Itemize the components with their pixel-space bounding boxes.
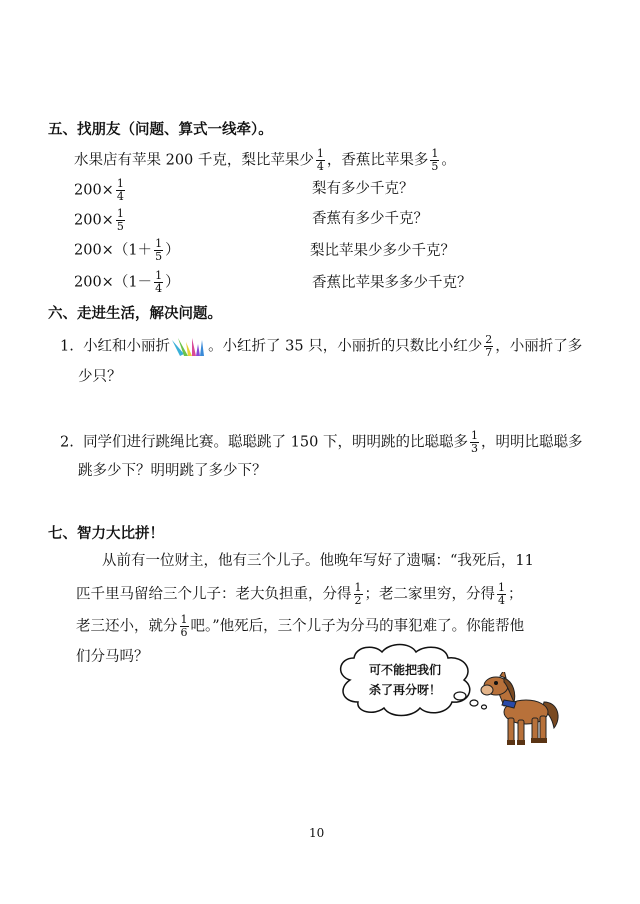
question-2: 香蕉有多少千克？ [312,211,428,227]
expression-2: 200× $\frac{1}{5}$ [74,207,124,233]
question-3: 梨比苹果少多少千克？ [310,243,455,259]
page-number: 10 [309,826,325,840]
fraction: $\frac{1}{4}$ [316,147,324,173]
story-line-3: 老三还小，就分 $\frac{1}{6}$ 吧。”他死后，三个儿子为分马的事犯难了。你能帮他 [76,613,525,639]
problem-1: 1. 小红和小丽折 。小红折了 35 只，小丽折的只数比小红少 $\frac{2}{7}$ ，小丽折了多 [60,333,583,359]
section7-heading: 七、智力大比拼！ [48,526,164,542]
bubble-line-2: 杀了再分呀！ [368,683,441,697]
section5-intro: 水果店有苹果 200 千克，梨比苹果少 $\frac{1}{4}$ ，香蕉比苹果多 $\frac{1}{5}$ 。 [74,147,456,173]
bubble-line-1: 可不能把我们 [368,663,441,677]
problem-2: 2. 同学们进行跳绳比赛。聪聪跳了 150 下，明明跳的比聪聪多 $\frac{1}{3}$ ，明明比聪聪多 [60,429,583,455]
expression-3: 200×（1＋ $\frac{1}{5}$ ） [74,237,180,263]
section6-heading: 六、走进生活，解决问题。 [48,306,222,322]
section5-heading: 五、找朋友（问题、算式一线牵）。 [48,122,273,138]
story-line-1: 从前有一位财主，他有三个儿子。他晚年写好了遗嘱：“我死后，11 [102,553,534,569]
expression-4: 200×（1－ $\frac{1}{4}$ ） [74,269,180,295]
horse-illustration [474,672,564,752]
problem-1-line2: 少只？ [78,369,122,385]
question-4: 香蕉比苹果多多少千克？ [312,275,472,291]
problem-2-line2: 跳多少下？明明跳了多少下？ [78,463,267,479]
story-line-4: 们分马吗？ [76,649,149,665]
fraction: $\frac{1}{5}$ [431,147,439,173]
story-line-2: 匹千里马留给三个儿子：老大负担重，分得 $\frac{1}{2}$ ；老二家里穷，分得 $\frac{1}{4}$ ； [76,581,523,607]
expression-1: 200× $\frac{1}{4}$ [74,177,124,203]
question-1: 梨有多少千克？ [312,181,414,197]
paper-crane-icon [170,336,208,358]
